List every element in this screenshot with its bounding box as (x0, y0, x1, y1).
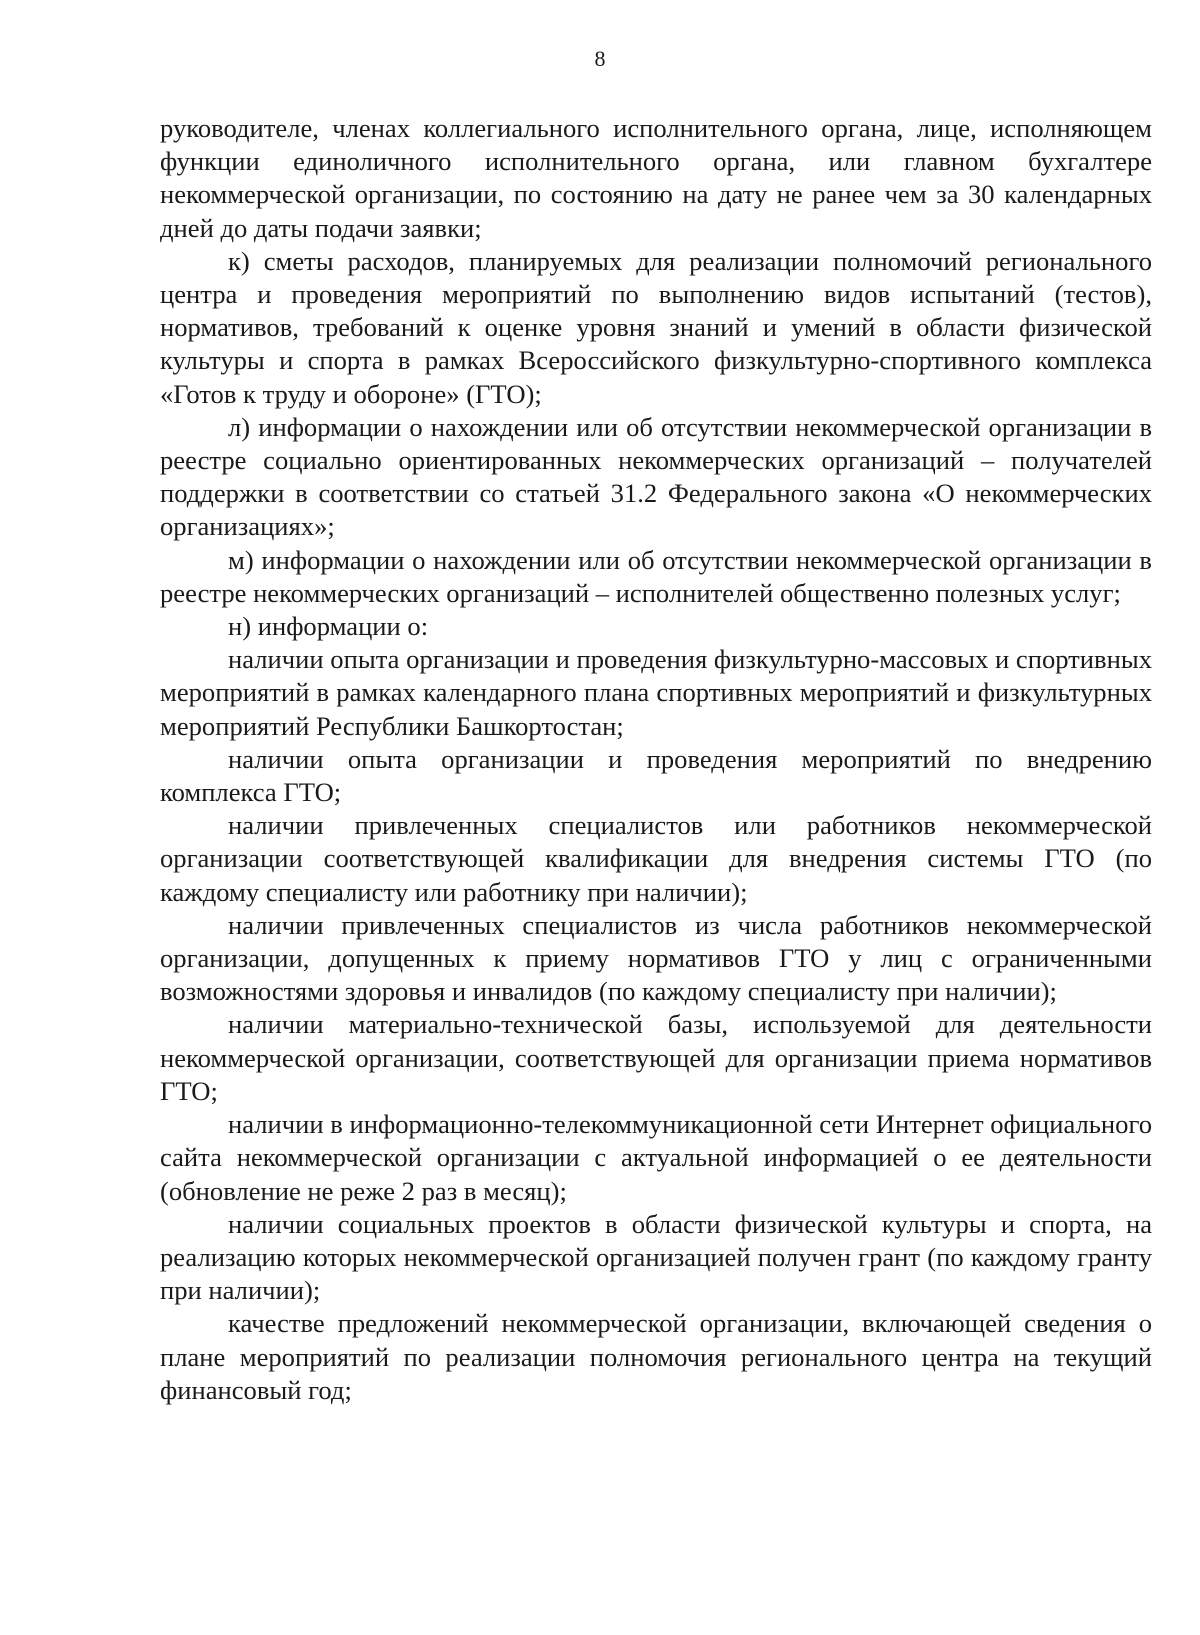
paragraph-continuation: руководителе, членах коллегиального исполнительного органа, лице, исполняющем функции единоличного исполнительного органа, или главном бухгалтере некоммерческой организации, по состоянию на дату не ранее чем за 30 календарных дней до даты подачи заявки; (160, 113, 1152, 243)
paragraph-item-k: к) сметы расходов, планируемых для реализации полномочий регионального центра и проведения мероприятий по выполнению видов испытаний (тестов), нормативов, требований к оценке уровня знаний и умений в области физической культуры и спорта в рамках Всероссийского физкультурно-спортивного комплекса «Готов к труду и обороне» (ГТО); (160, 245, 1152, 409)
page-number: 8 (594, 46, 606, 71)
paragraph-item-l: л) информации о нахождении или об отсутствии некоммерческой организации в реестре социально ориентированных некоммерческих организаций – получателей поддержки в соответствии со статьей 31.2 Федерального закона «О некоммерческих организациях»; (160, 411, 1152, 542)
paragraph-subitem: наличии социальных проектов в области физической культуры и спорта, на реализацию которых некоммерческой организацией получен грант (по каждому гранту при наличии); (160, 1208, 1152, 1306)
document-body (160, 112, 1152, 1407)
paragraph-subitem: наличии опыта организации и проведения мероприятий по внедрению комплекса ГТО; (160, 743, 1152, 808)
paragraph-subitem: наличии привлеченных специалистов из числа работников некоммерческой организации, допущенных к приему нормативов ГТО у лиц с ограниченными возможностями здоровья и инвалидов (по каждому специалисту при наличии); (160, 909, 1152, 1007)
paragraph-item-n: н) информации о: (228, 611, 429, 642)
paragraph-subitem: наличии в информационно-телекоммуникационной сети Интернет официального сайта некоммерческой организации с актуальной информацией о ее деятельности (обновление не реже 2 раз в месяц); (160, 1109, 1152, 1206)
paragraph-subitem: качестве предложений некоммерческой организации, включающей сведения о плане мероприятий по реализации полномочия регионального центра на текущий финансовый год; (160, 1308, 1152, 1405)
paragraph-subitem: наличии опыта организации и проведения физкультурно-массовых и спортивных мероприятий в рамках календарного плана спортивных мероприятий и физкультурных мероприятий Республики Башкортостан; (160, 644, 1152, 741)
paragraph-item-m: м) информации о нахождении или об отсутствии некоммерческой организации в реестре некоммерческих организаций – исполнителей общественно полезных услуг; (160, 544, 1152, 608)
paragraph-subitem: наличии привлеченных специалистов или работников некоммерческой организации соответствующей квалификации для внедрения системы ГТО (по каждому специалисту или работнику при наличии); (160, 810, 1152, 907)
paragraph-subitem: наличии материально-технической базы, используемой для деятельности некоммерческой организации, соответствующей для организации приема нормативов ГТО; (160, 1009, 1152, 1106)
